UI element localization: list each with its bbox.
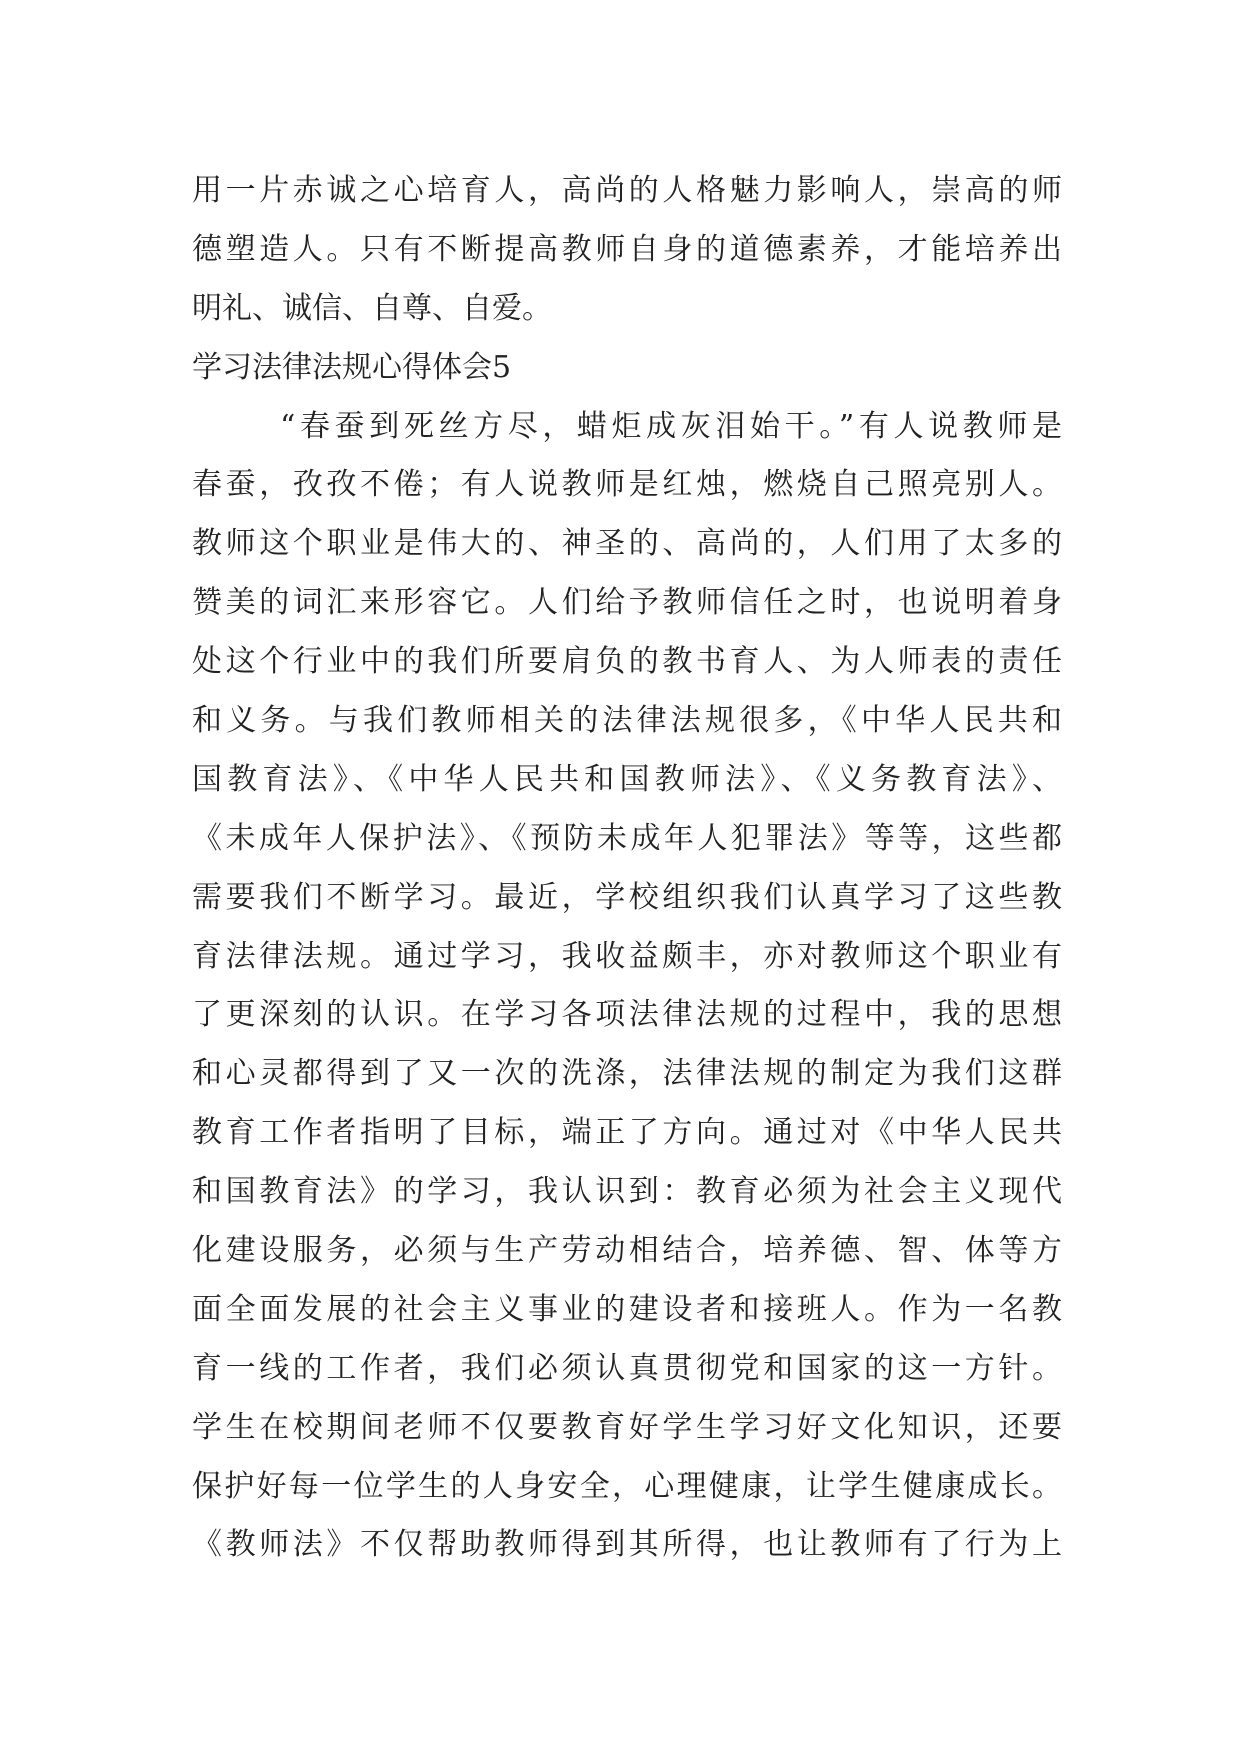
text-line: 《未成年人保护法》、《预防未成年人犯罪法》等等，这些都 <box>192 820 1062 856</box>
text-line: 春蚕，孜孜不倦；有人说教师是红烛，燃烧自己照亮别人。 <box>192 467 1062 503</box>
paragraph-first-line: “春蚕到死丝方尽，蜡炬成灰泪始干。”有人说教师是 <box>280 408 1062 444</box>
text-line: 面全面发展的社会主义事业的建设者和接班人。作为一名教 <box>192 1291 1062 1327</box>
text-line: 用一片赤诚之心培育人，高尚的人格魅力影响人，崇高的师 <box>192 173 1062 208</box>
text-line: 处这个行业中的我们所要肩负的教书育人、为人师表的责任 <box>192 644 1062 680</box>
text-line: 《教师法》不仅帮助教师得到其所得，也让教师有了行为上 <box>192 1527 1062 1563</box>
text-line: 德塑造人。只有不断提高教师自身的道德素养，才能培养出 <box>192 231 1062 267</box>
text-line: 和国教育法》的学习，我认识到：教育必须为社会主义现代 <box>192 1174 1062 1210</box>
text-line: 赞美的词汇来形容它。人们给予教师信任之时，也说明着身 <box>192 585 1062 621</box>
text-line: 和心灵都得到了又一次的洗涤，法律法规的制定为我们这群 <box>192 1056 1062 1092</box>
text-line: 学生在校期间老师不仅要教育好学生学习好文化知识，还要 <box>192 1409 1062 1445</box>
text-line: 育一线的工作者，我们必须认真贯彻党和国家的这一方针。 <box>192 1350 1062 1386</box>
text-line: 明礼、诚信、自尊、自爱。 <box>192 290 552 326</box>
body-text <box>192 162 1062 1575</box>
text-line: 教育工作者指明了目标，端正了方向。通过对《中华人民共 <box>192 1115 1062 1151</box>
text-line: 育法律法规。通过学习，我收益颇丰，亦对教师这个职业有 <box>192 938 1062 974</box>
text-line: 保护好每一位学生的人身安全，心理健康，让学生健康成长。 <box>192 1468 1062 1504</box>
section-heading: 学习法律法规心得体会5 <box>192 349 512 385</box>
text-line: 和义务。与我们教师相关的法律法规很多，《中华人民共和 <box>192 703 1062 739</box>
text-line: 国教育法》、《中华人民共和国教师法》、《义务教育法》、 <box>192 761 1062 797</box>
text-line: 了更深刻的认识。在学习各项法律法规的过程中，我的思想 <box>192 997 1062 1033</box>
text-line: 教师这个职业是伟大的、神圣的、高尚的，人们用了太多的 <box>192 526 1062 562</box>
text-line: 化建设服务，必须与生产劳动相结合，培养德、智、体等方 <box>192 1233 1062 1269</box>
text-line: 需要我们不断学习。最近，学校组织我们认真学习了这些教 <box>192 879 1062 915</box>
